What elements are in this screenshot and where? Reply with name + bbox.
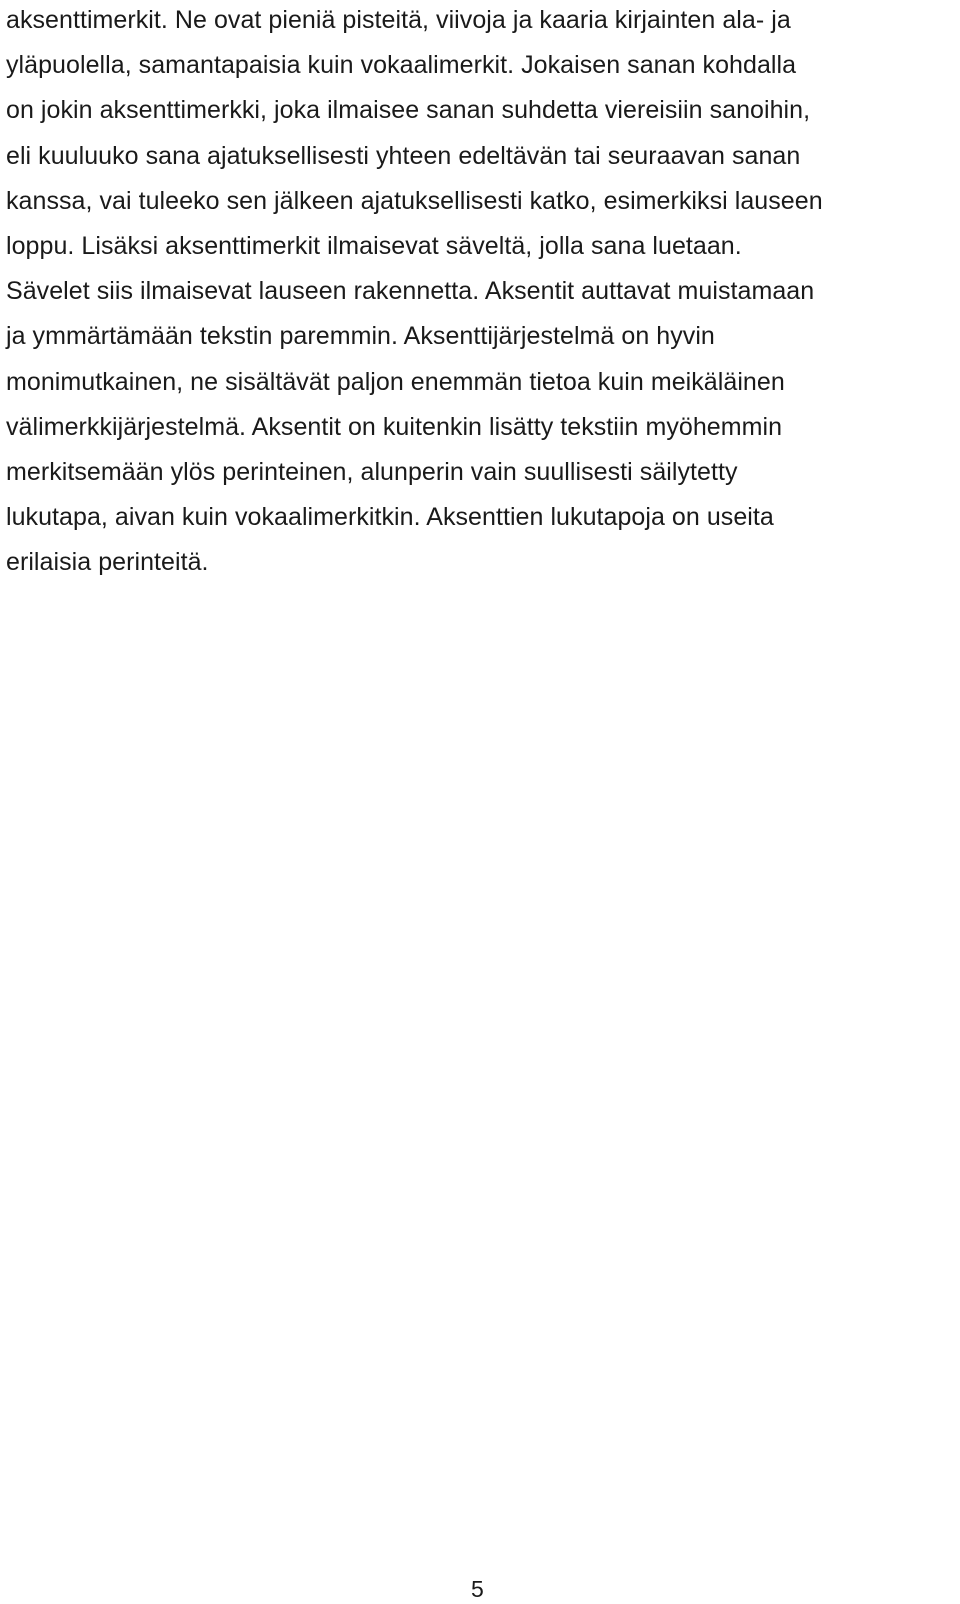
body-paragraph [6,0,956,586]
paragraph-line: välimerkkijärjestelmä. Aksentit on kuitenkin lisätty tekstiin myöhemmin [6,412,783,441]
paragraph-line: yläpuolella, samantapaisia kuin vokaalimerkit. Jokaisen sanan kohdalla [6,51,797,80]
paragraph-line: merkitsemään ylös perinteinen, alunperin vain suullisesti säilytetty [6,458,738,487]
paragraph-line: erilaisia perinteitä. [6,548,209,577]
paragraph-line: Sävelet siis ilmaisevat lauseen rakennetta. Aksentit auttavat muistamaan [6,277,815,306]
paragraph-line: ja ymmärtämään tekstin paremmin. Aksenttijärjestelmä on hyvin [6,322,715,351]
page-number: 5 [471,1576,484,1602]
paragraph-line: eli kuuluuko sana ajatuksellisesti yhteen edeltävän tai seuraavan sanan [6,141,801,170]
paragraph-line: monimutkainen, ne sisältävät paljon enemmän tietoa kuin meikäläinen [6,367,785,396]
paragraph-line: on jokin aksenttimerkki, joka ilmaisee sanan suhdetta viereisiin sanoihin, [6,96,811,125]
paragraph-line: aksenttimerkit. Ne ovat pieniä pisteitä, viivoja ja kaaria kirjainten ala- ja [6,6,791,34]
paragraph-line: kanssa, vai tuleeko sen jälkeen ajatuksellisesti katko, esimerkiksi lauseen [6,186,823,215]
paragraph-line: lukutapa, aivan kuin vokaalimerkitkin. Aksenttien lukutapoja on useita [6,503,774,532]
paragraph-line: loppu. Lisäksi aksenttimerkit ilmaisevat säveltä, jolla sana luetaan. [6,232,742,261]
